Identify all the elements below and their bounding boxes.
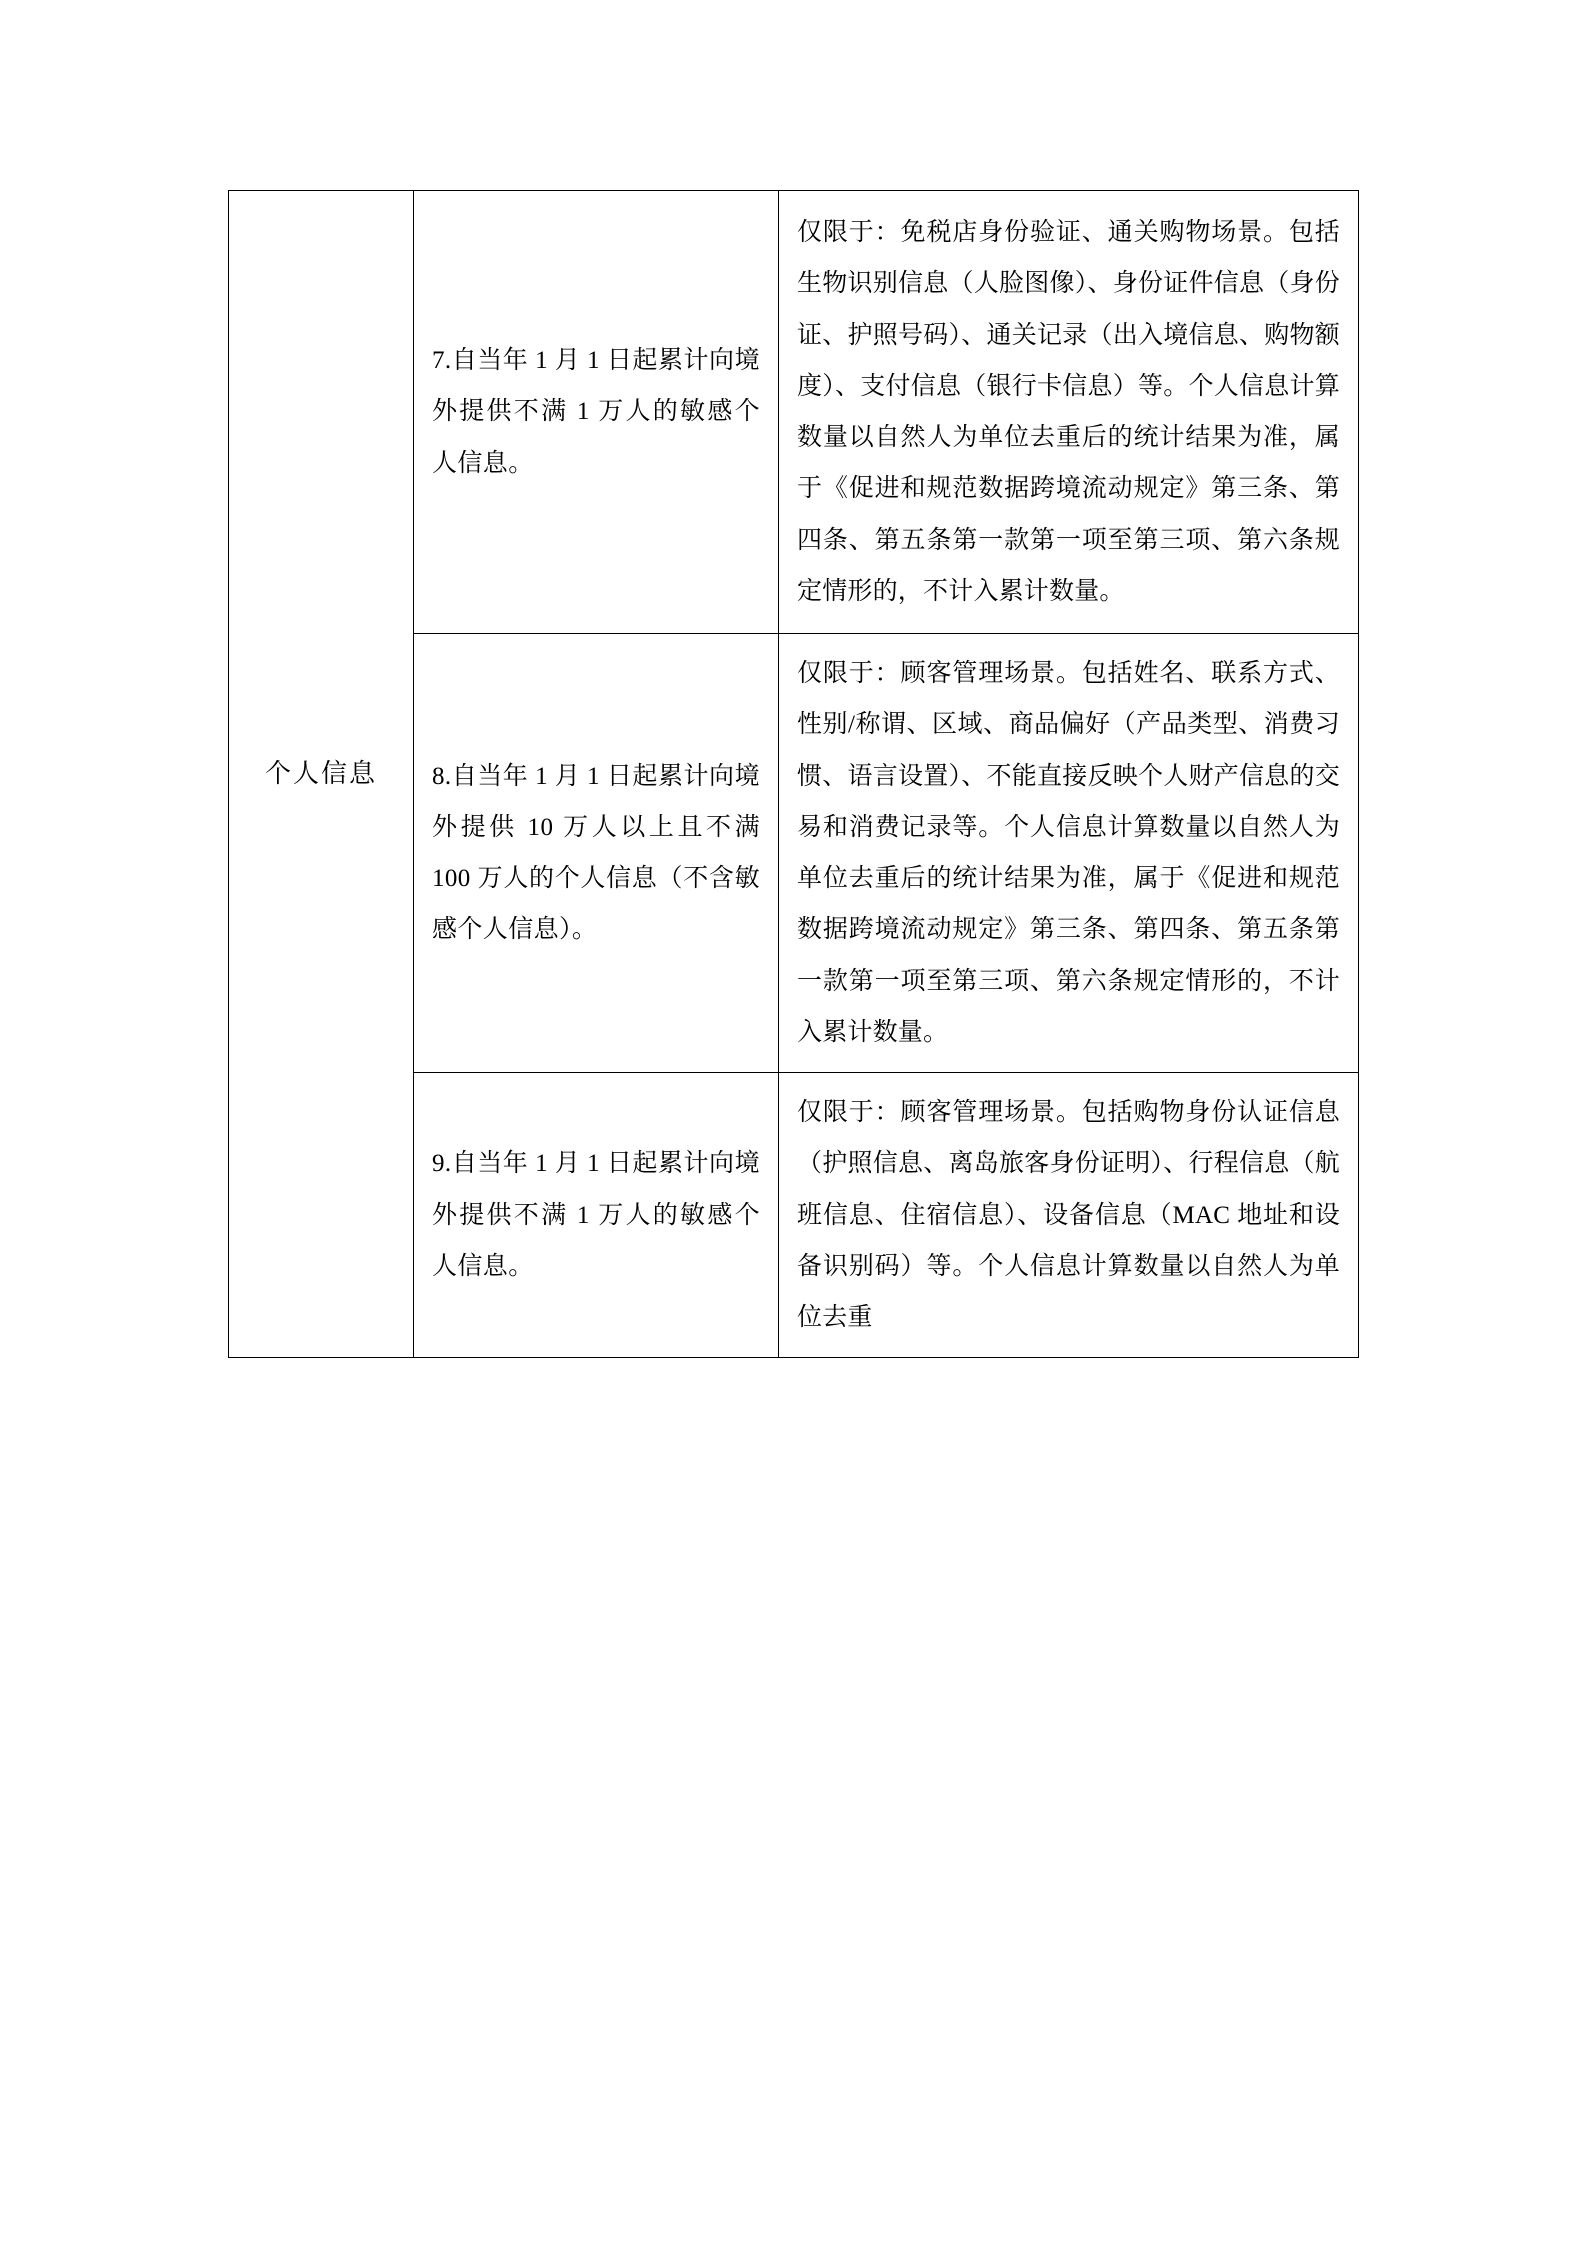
item-text: 8.自当年 1 月 1 日起累计向境外提供 10 万人以上且不满 100 万人的个人信息（不含敏感个人信息）。 — [432, 762, 760, 944]
category-label: 个人信息 — [264, 759, 377, 789]
description-text: 仅限于：顾客管理场景。包括购物身份认证信息（护照信息、离岛旅客身份证明）、行程信息（航班信息、住宿信息）、设备信息（MAC 地址和设备识别码）等。个人信息计算数量以自然人为单位去重 — [797, 1099, 1340, 1331]
description-text: 仅限于：顾客管理场景。包括姓名、联系方式、性别/称谓、区域、商品偏好（产品类型、消费习惯、语言设置）、不能直接反映个人财产信息的交易和消费记录等。个人信息计算数量以自然人为单位去重后的统计结果为准，属于《促进和规范数据跨境流动规定》第三条、第四条、第五条第一款第一项至第三项、第六条规定情形的，不计入累计数量。 — [797, 660, 1340, 1046]
table-cell-item — [414, 1073, 779, 1358]
data-table — [228, 190, 1359, 1358]
table-row — [229, 191, 1359, 634]
item-text: 9.自当年 1 月 1 日起累计向境外提供不满 1 万人的敏感个人信息。 — [432, 1150, 760, 1280]
description-text: 仅限于：免税店身份验证、通关购物场景。包括生物识别信息（人脸图像）、身份证件信息（身份证、护照号码）、通关记录（出入境信息、购物额度）、支付信息（银行卡信息）等。个人信息计算数量以自然人为单位去重后的统计结果为准，属于《促进和规范数据跨境流动规定》第三条、第四条、第五条第一款第一项至第三项、第六条规定情形的，不计入累计数量。 — [797, 219, 1340, 605]
item-text: 7.自当年 1 月 1 日起累计向境外提供不满 1 万人的敏感个人信息。 — [432, 347, 760, 477]
table-cell-item — [414, 634, 779, 1073]
table-cell-category — [229, 191, 414, 1358]
table-cell-description — [779, 1073, 1359, 1358]
table-cell-description — [779, 634, 1359, 1073]
table-cell-description — [779, 191, 1359, 634]
table-cell-item — [414, 191, 779, 634]
